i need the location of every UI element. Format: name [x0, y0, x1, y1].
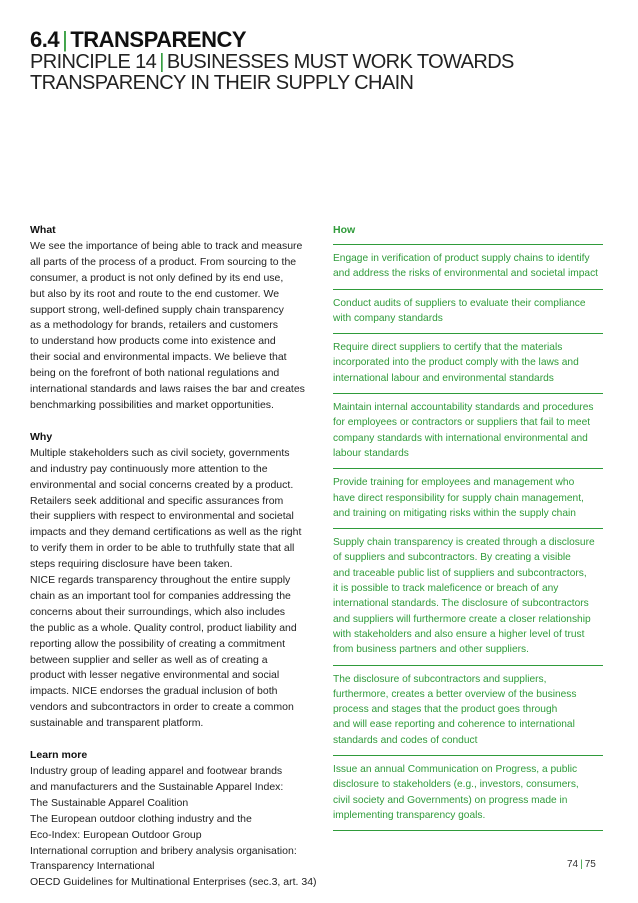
how-item-line: Supply chain transparency is created through a disclosure — [333, 537, 595, 549]
how-item-line: civil society and Governments) on progress made in — [333, 794, 568, 806]
how-item-line: process and stages that the product goes through — [333, 704, 558, 716]
how-column — [333, 223, 605, 831]
how-item-line: have direct responsibility for supply chain management, — [333, 492, 584, 504]
how-item-line: and training on mitigating risks within the supply chain — [333, 507, 576, 519]
why-text-line: chain as an important tool for companies addressing the — [30, 589, 291, 602]
how-item-line: and traceable public list of suppliers and subcontractors, — [333, 567, 587, 579]
principle-line-1 — [30, 52, 610, 73]
how-item-line: disclosure to stakeholders (e.g., investors, consumers, — [333, 779, 579, 791]
how-item — [333, 756, 605, 830]
how-item-line: with company standards — [333, 312, 443, 324]
how-heading: How — [333, 224, 356, 236]
learn-more-text-line: The European outdoor clothing industry and the — [30, 812, 252, 825]
learn-more-text-line: Industry group of leading apparel and footwear brands — [30, 765, 283, 777]
why-text-line: their suppliers with respect to environmental and societal — [30, 510, 294, 523]
how-item-line: furthermore, creates a better overview of the business — [333, 688, 577, 700]
what-section — [30, 223, 310, 414]
why-text-line: concerns about their surroundings, which also includes — [30, 605, 286, 618]
page-separator: | — [580, 859, 583, 870]
principle-text: BUSINESSES MUST WORK TOWARDS — [166, 51, 514, 73]
how-item-line: from business partners and other suppliers. — [333, 644, 529, 656]
why-text-line: the public as a whole. Quality control, product liability and — [30, 621, 297, 634]
how-item-line: and will ease reporting and coherence to international — [333, 719, 575, 731]
how-item-line: with stakeholders and also ensure a higher level of trust — [333, 628, 585, 640]
divider — [333, 830, 603, 831]
what-text-line: their social and environmental impacts. We believe that — [30, 351, 287, 364]
what-heading: What — [30, 224, 56, 236]
why-text-line: Retailers seek additional and specific assurances from — [30, 494, 284, 507]
how-item-line: international labour and environmental standards — [333, 372, 554, 384]
how-item-line: Provide training for employees and management who — [333, 477, 575, 489]
principle-line-2: TRANSPARENCY IN THEIR SUPPLY CHAIN — [30, 72, 414, 94]
left-column — [30, 223, 317, 891]
why-text-line: between supplier and seller as well as of creating a — [30, 653, 268, 666]
learn-more-body — [30, 764, 317, 891]
how-item-line: labour standards — [333, 447, 409, 459]
section-name: TRANSPARENCY — [70, 27, 247, 52]
what-text-line: international standards and laws raises the bar and creates — [30, 383, 305, 396]
principle-heading — [30, 52, 610, 94]
why-text-line: and industry pay continuously more attention to the — [30, 462, 268, 475]
how-item — [333, 245, 605, 289]
how-item-line: standards and codes of conduct — [333, 734, 478, 746]
how-item — [333, 290, 605, 334]
learn-more-text-line: The Sustainable Apparel Coalition — [30, 796, 189, 809]
what-text-line: support strong, well-defined supply chain transparency — [30, 303, 284, 316]
learn-more-text-line: Transparency International — [30, 860, 155, 873]
how-item-line: incorporated into the product comply with the laws and — [333, 357, 579, 369]
title-separator: | — [62, 27, 68, 52]
what-text-line: benchmarking possibilities and market opportunities. — [30, 398, 274, 411]
how-item-line: Conduct audits of suppliers to evaluate their compliance — [333, 297, 586, 309]
what-text-line: all parts of the process of a product. From sourcing to the — [30, 255, 297, 268]
principle-label: PRINCIPLE 14 — [30, 51, 157, 73]
principle-separator: | — [159, 51, 164, 73]
how-list — [333, 245, 605, 831]
how-item — [333, 666, 605, 755]
how-item-line: Require direct suppliers to certify that the materials — [333, 342, 563, 354]
how-item-line: company standards with international environmental and — [333, 432, 588, 444]
how-item — [333, 334, 605, 393]
how-item-line: The disclosure of subcontractors and suppliers, — [333, 673, 547, 685]
what-text-line: being on the forefront of both national regulations and — [30, 367, 280, 380]
how-item-line: it is possible to track maleficence or breach of any — [333, 583, 559, 595]
how-item-line: Issue an annual Communication on Progress, a public — [333, 764, 578, 776]
what-text-line: as a methodology for brands, retailers and customers — [30, 319, 279, 332]
section-title — [30, 28, 610, 52]
how-item-line: Maintain internal accountability standards and procedures — [333, 402, 594, 414]
how-item-line: and suppliers will furthermore create a closer relationship — [333, 613, 591, 625]
how-item — [333, 394, 605, 468]
how-item-line: Engage in verification of product supply chains to identify — [333, 253, 590, 264]
how-item-line: for employees or contractors or suppliers that fail to meet — [333, 417, 591, 429]
how-item-line: and address the risks of environmental and societal impact — [333, 268, 599, 280]
what-body — [30, 239, 310, 414]
how-item-line: implementing transparency goals. — [333, 809, 486, 821]
why-text-line: steps requiring disclosure have been taken. — [30, 558, 233, 571]
why-text-line: impacts. NICE endorses the gradual inclusion of both — [30, 685, 278, 698]
page-number-right: 75 — [584, 859, 596, 870]
why-body — [30, 446, 310, 732]
page-header — [30, 28, 610, 94]
learn-more-text-line: OECD Guidelines for Multinational Enterprises (sec.3, art. 34) — [30, 876, 317, 889]
what-text-line: We see the importance of being able to track and measure — [30, 239, 303, 252]
what-text-line: to understand how products come into existence and — [30, 335, 276, 348]
why-text-line: vendors and subcontractors in order to create a common — [30, 701, 294, 714]
why-text-line: Multiple stakeholders such as civil society, governments — [30, 446, 290, 459]
why-text-line: NICE regards transparency throughout the entire supply — [30, 574, 291, 587]
why-text-line: impacts and they demand certifications as well as the right — [30, 526, 302, 539]
page-numbers — [567, 859, 596, 870]
how-item — [333, 529, 605, 664]
learn-more-section — [30, 748, 317, 891]
why-text-line: product with lesser negative environmental and social — [30, 669, 280, 682]
learn-more-text-line: and manufacturers and the Sustainable Apparel Index: — [30, 780, 284, 793]
how-item-line: international standards. The disclosure of subcontractors — [333, 598, 589, 610]
learn-more-text-line: International corruption and bribery analysis organisation: — [30, 844, 297, 857]
how-item — [333, 469, 605, 528]
learn-more-heading: Learn more — [30, 749, 88, 762]
page-number-left: 74 — [567, 859, 579, 870]
why-heading: Why — [30, 430, 53, 443]
why-section — [30, 430, 310, 732]
how-item-line: of suppliers and subcontractors. By creating a visible — [333, 552, 571, 564]
section-number: 6.4 — [30, 27, 60, 52]
why-text-line: sustainable and transparent platform. — [30, 717, 204, 730]
what-text-line: consumer, a product is not only defined by its end use, — [30, 271, 284, 284]
learn-more-text-line: Eco-Index: European Outdoor Group — [30, 828, 202, 841]
why-text-line: to verify them in order to be able to truthfully state that all — [30, 542, 295, 555]
what-text-line: but also by its root and route to the end customer. We — [30, 287, 280, 300]
why-text-line: environmental and social concerns created by a product. — [30, 478, 294, 491]
why-text-line: reporting allow the possibility of creating a commitment — [30, 637, 286, 650]
